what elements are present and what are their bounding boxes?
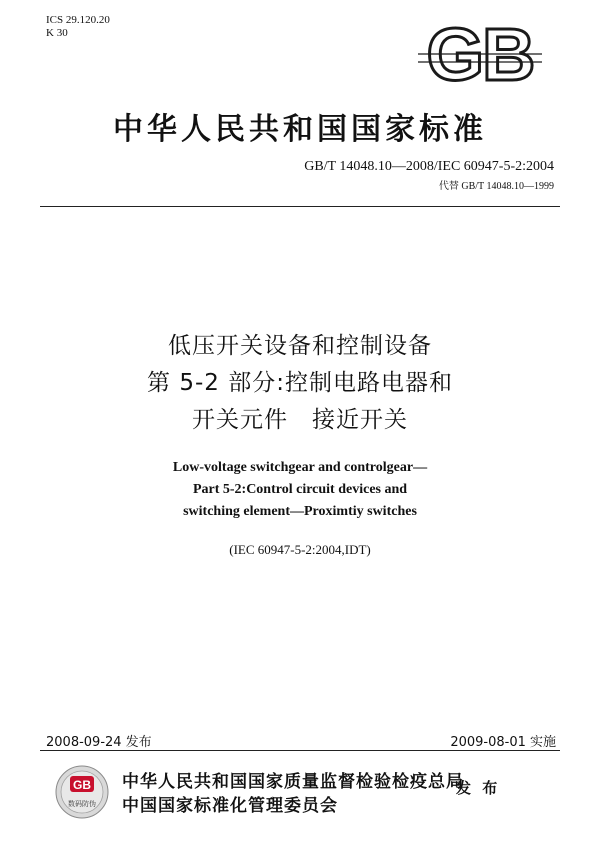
gb-logo [410, 20, 550, 100]
issuer-line1: 中华人民共和国国家质量监督检验检疫总局 [122, 772, 464, 792]
publish-label: 发 布 [456, 779, 501, 797]
classification-codes [46, 14, 110, 40]
top-divider [40, 206, 560, 207]
replaces-note: 代替 GB/T 14048.10—1999 [438, 181, 554, 192]
standard-name: 中华人民共和国国家标准 [113, 112, 487, 147]
seal-label: 数码防伪 [68, 800, 96, 808]
bottom-divider [40, 750, 560, 751]
issue-date: 2008-09-24 发布 [46, 735, 152, 750]
ics-code: ICS 29.120.20 [46, 14, 110, 26]
standard-number: GB/T 14048.10—2008/IEC 60947-5-2:2004 [304, 159, 554, 174]
gb-logo-text: GB [426, 20, 534, 96]
class-code: K 30 [46, 27, 68, 39]
issuer-line2: 中国国家标准化管理委员会 [122, 796, 338, 816]
seal-logo-text: GB [73, 778, 91, 792]
title-en-line3: switching element—Proximtiy switches [183, 504, 417, 519]
equivalence-note: (IEC 60947-5-2:2004,IDT) [229, 542, 371, 557]
effective-date: 2009-08-01 实施 [450, 735, 556, 750]
title-cn-line2: 第 5-2 部分:控制电路电器和 [147, 370, 453, 396]
title-cn-line3: 开关元件 接近开关 [192, 407, 408, 433]
anti-counterfeit-seal [54, 764, 110, 820]
title-cn-line1: 低压开关设备和控制设备 [168, 333, 432, 359]
title-en-line2: Part 5-2:Control circuit devices and [192, 482, 408, 497]
title-en-line1: Low-voltage switchgear and controlgear— [172, 460, 428, 475]
